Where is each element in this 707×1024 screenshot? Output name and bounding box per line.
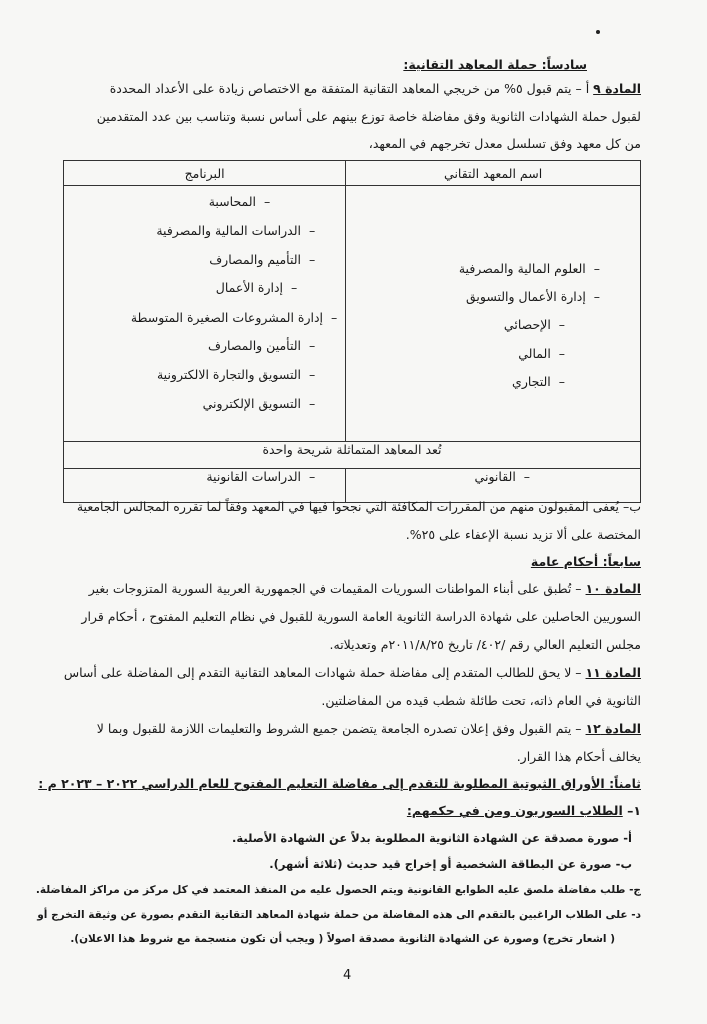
article12-label: المادة ١٢ — [585, 721, 641, 736]
page-number: 4 — [343, 968, 352, 983]
article10-line2: السوريين الحاصلين على شهادة الدراسة الثانوية العامة السورية للقبول في نظام التعليم المفتوح ، أحكام قرار — [81, 609, 641, 624]
program-item: – إدارة المشروعات الصغيرة المتوسطة — [130, 310, 338, 325]
article11-label: المادة ١١ — [585, 665, 641, 680]
header-program: البرنامج — [64, 161, 346, 186]
article11-line2: الثانوية في العام ذاته، تحت طائلة شطب قيده من المفاضلتين. — [321, 693, 641, 708]
para-b-line1: ب– يُعفى المقبولون منهم من المقررات المكافئة التي نجحوا فيها في المعهد وفقاً لما تقرره المجالس الجامعية — [76, 499, 641, 514]
program-item: – التسويق والتجارة الالكترونية — [156, 367, 316, 382]
article9-line1: المادة ٩ أ – يتم قبول ٥% من خريجي المعاهد التقانية المتفقة مع الاختصاص زيادة على الأعداد المحددة — [109, 81, 641, 96]
programs-cell — [64, 186, 345, 441]
section6-heading: سادساً: حملة المعاهد التقانية: — [403, 57, 587, 72]
sub1-title: الطلاب السوريون ومن في حكمهم: — [406, 803, 623, 818]
article9-line2: لقبول حملة الشهادات الثانوية وفق مفاضلة خاصة توزع بينهم على أساس نسبة وتناسب بين عدد المتقدمين — [96, 109, 641, 124]
article12-line2: يخالف أحكام هذا القرار. — [516, 749, 641, 764]
institute-item: – القانوني — [474, 469, 530, 484]
program-item: – التأميم والمصارف — [209, 252, 316, 267]
institute-item: – العلوم المالية والمصرفية — [458, 261, 600, 276]
article9-label: المادة ٩ — [593, 81, 641, 96]
program-item: – المحاسبة — [208, 194, 271, 209]
section8-heading: ثامناً: الأوراق الثبوتية المطلوبة للتقدم إلى مفاضلة التعليم المفتوح للعام الدراسي ٢٠٢٢ – ٢٠٢٣ م : — [38, 776, 641, 791]
doc-item-c: ج- طلب مفاضلة ملصق عليه الطوابع القانونية ويتم الحصول عليه من المنفذ المعتمد في كل مركز من مراكز المفاضلة. — [35, 884, 641, 896]
article10-line1: المادة ١٠ – تُطبق على أبناء المواطنات السوريات المقيمات في الجمهورية العربية السورية المتزوجات بغير — [88, 581, 641, 596]
header-institute: اسم المعهد التقاني — [346, 161, 641, 186]
institute-item: – التجاري — [512, 374, 565, 389]
doc-item-a: أ- صورة مصدقة عن الشهادة الثانوية المطلوبة بدلاً عن الشهادة الأصلية. — [232, 831, 632, 845]
institute-item: – إدارة الأعمال والتسويق — [465, 289, 600, 304]
program-item: – التسويق الإلكتروني — [202, 396, 316, 411]
program-item: – التأمين والمصارف — [208, 338, 316, 353]
institutes-cell — [346, 186, 640, 441]
article12-line1: المادة ١٢ – يتم القبول وفق إعلان تصدره الجامعة يتضمن جميع الشروط والتعليمات اللازمة للقبول وبما لا — [96, 721, 641, 736]
program-item: – إدارة الأعمال — [215, 280, 298, 295]
span-note: تُعد المعاهد المتماثلة شريحة واحدة — [64, 442, 641, 469]
doc-item-d-line1: د- على الطلاب الراغبين بالتقدم الى هذه المفاضلة من حملة شهادة المعاهد التقانية التقدم بصورة عن وثيقة التخرج أو — [37, 909, 641, 921]
bullet-dot — [596, 30, 600, 34]
doc-item-d-line2: ( اشعار تخرج) وصورة عن الشهادة الثانوية مصدقة اصولاً ( ويجب أن تكون منسجمة مع شروط هذا الاعلان). — [70, 933, 615, 945]
para-b-line2: المختصة على ألا تزيد نسبة الإعفاء على ٢٥%. — [405, 527, 641, 542]
program-item: – الدراسات المالية والمصرفية — [156, 223, 316, 238]
institute-item: – المالي — [518, 346, 565, 361]
sub1-number: ١– — [627, 803, 641, 818]
section7-heading: سابعاً: أحكام عامة — [530, 554, 641, 569]
article10-label: المادة ١٠ — [585, 581, 641, 596]
article9-line3: من كل معهد وفق تسلسل معدل تخرجهم في المعهد، — [368, 136, 641, 151]
article10-line3: مجلس التعليم العالي رقم /٤٠٢/ تاريخ ٢٠١١/٨/٢٥م وتعديلاته. — [329, 637, 641, 652]
doc-item-b: ب- صورة عن البطاقة الشخصية أو إخراج قيد حديث (ثلاثة أشهر). — [269, 857, 632, 871]
article11-line1: المادة ١١ – لا يحق للطالب المتقدم إلى مفاضلة حملة شهادات المعاهد التقانية التقدم إلى المفاضلة على أساس — [63, 665, 641, 680]
programs-table — [63, 160, 641, 503]
program-item: – الدراسات القانونية — [206, 469, 316, 484]
institute-item: – الإحصائي — [503, 317, 565, 332]
sub1-line — [407, 802, 641, 820]
